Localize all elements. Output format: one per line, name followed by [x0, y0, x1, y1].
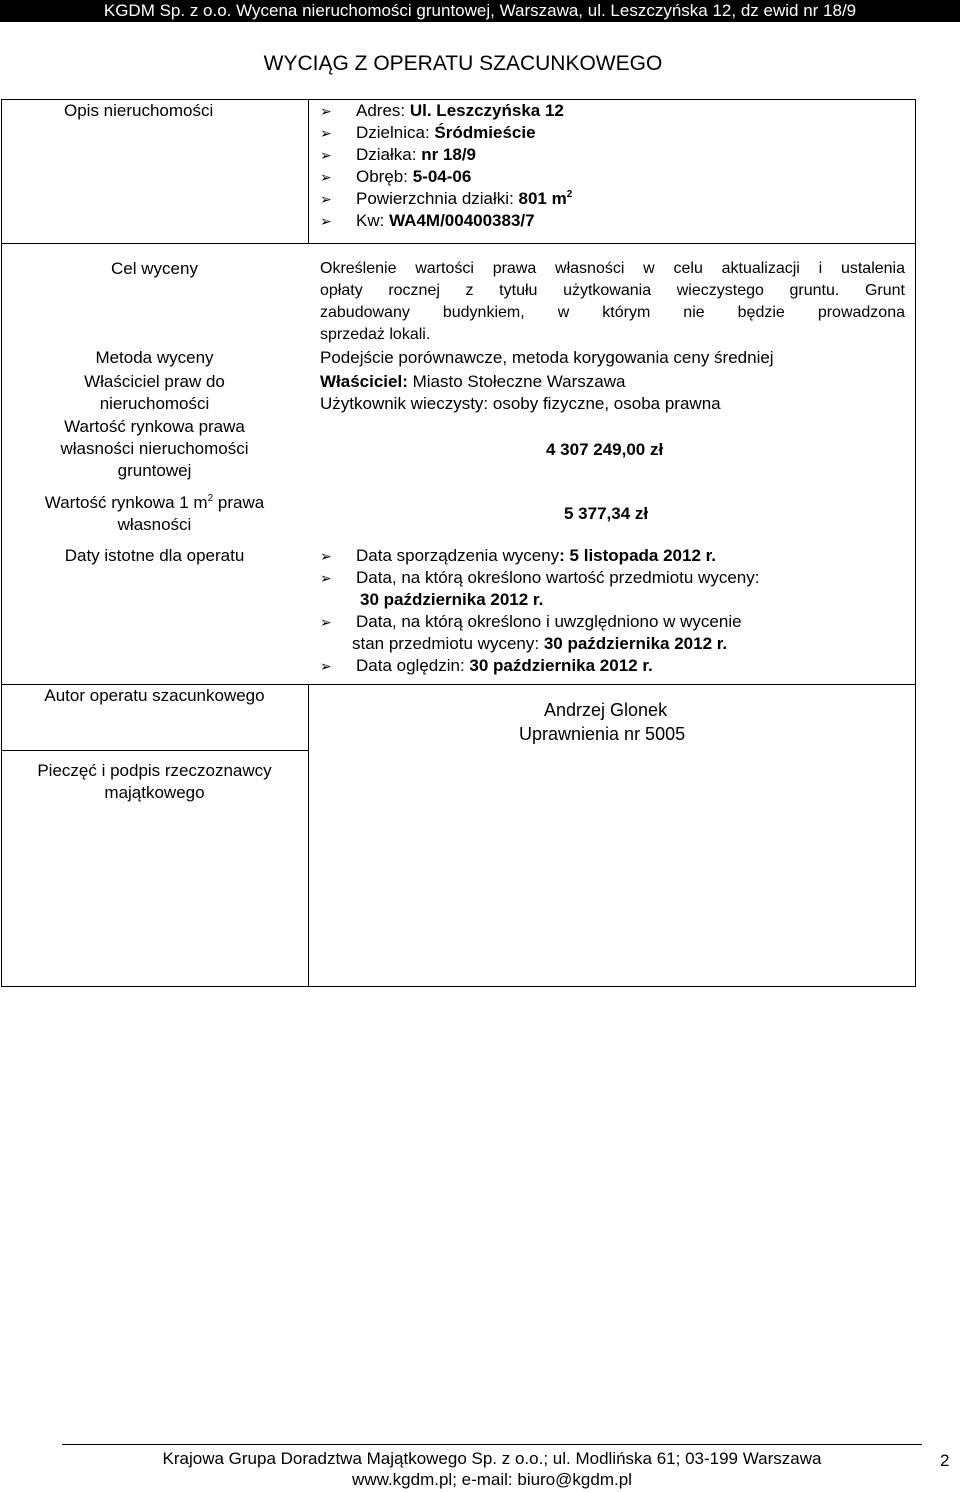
metoda-label: Metoda wyceny: [95, 348, 214, 367]
bullet-arrow-icon: ➢: [320, 125, 332, 141]
wartosc-label-line-3: gruntowej: [117, 461, 192, 480]
opis-item-dzielnica: Dzielnica: Śródmieście: [356, 123, 536, 142]
date-wartosc-label: Data, na którą określono wartość przedmiotu wyceny:: [356, 568, 760, 587]
cel-line-2: opłaty rocznej z tytułu użytkowania wieczystego gruntu. Grunt: [320, 282, 905, 299]
bullet-arrow-icon: ➢: [320, 658, 332, 674]
autor-label: Autor operatu szacunkowego: [44, 686, 265, 705]
date-stan-value: stan przedmiotu wyceny: 30 października 2012 r.: [352, 634, 728, 653]
footer-divider: [62, 1444, 922, 1445]
bullet-arrow-icon: ➢: [320, 169, 332, 185]
wartosc-label-line-1: Wartość rynkowa prawa: [64, 417, 245, 436]
document-title: WYCIĄG Z OPERATU SZACUNKOWEGO: [263, 52, 663, 75]
pieczec-cell: [1, 750, 309, 751]
cel-label: Cel wyceny: [111, 259, 198, 278]
pieczec-label-line-2: majątkowego: [104, 783, 205, 802]
cel-line-1: Określenie wartości prawa własności w celu aktualizacji i ustalenia: [320, 260, 905, 277]
wlasciciel-label-line-1: Właściciel praw do: [84, 372, 225, 391]
bullet-arrow-icon: ➢: [320, 614, 332, 630]
date-sporzadzenia: Data sporządzenia wyceny: 5 listopada 2012 r.: [356, 546, 717, 565]
wartosc-value: 4 307 249,00 zł: [546, 440, 664, 459]
bullet-arrow-icon: ➢: [320, 213, 332, 229]
date-wartosc-value: 30 października 2012 r.: [360, 590, 544, 609]
footer-address: Krajowa Grupa Doradztwa Majątkowego Sp. z o.o.; ul. Modlińska 61; 03-199 Warszawa: [162, 1449, 822, 1468]
pieczec-label-line-1: Pieczęć i podpis rzeczoznawcy: [37, 761, 272, 780]
wartosc-label-line-2: własności nieruchomości: [60, 439, 249, 458]
opis-item-powierzchnia: Powierzchnia działki: 801 $m^2$: [356, 189, 573, 208]
opis-item-dzialka: Działka: nr 18/9: [356, 145, 476, 164]
opis-item-obreb: Obręb: 5-04-06: [356, 167, 472, 186]
opis-item-kw: Kw: WA4M/00400383/7: [356, 211, 535, 230]
footer-contact: www.kgdm.pl; e-mail: biuro@kgdm.pl: [352, 1470, 632, 1489]
opis-item-adres: Adres: Ul. Leszczyńska 12: [356, 101, 564, 120]
bullet-arrow-icon: ➢: [320, 548, 332, 564]
wlasciciel-label-line-2: nieruchomości: [99, 394, 210, 413]
bullet-arrow-icon: ➢: [320, 570, 332, 586]
bullet-arrow-icon: ➢: [320, 191, 332, 207]
cel-line-3: zabudowany budynkiem, w którym nie będzie prowadzona: [320, 304, 905, 321]
wartosc-m2-label-line-1: Wartość rynkowa 1 $m^2$ prawa: [44, 493, 265, 512]
date-stan-label: Data, na którą określono i uwzględniono w wycenie: [356, 612, 742, 631]
document-header: KGDM Sp. z o.o. Wycena nieruchomości gruntowej, Warszawa, ul. Leszczyńska 12, dz ewid nr 18/9: [0, 0, 960, 22]
wartosc-m2-value: 5 377,34 zł: [564, 504, 649, 523]
user-value: Użytkownik wieczysty: osoby fizyczne, osoba prawna: [320, 394, 721, 413]
bullet-arrow-icon: ➢: [320, 147, 332, 163]
daty-label: Daty istotne dla operatu: [64, 546, 245, 565]
opis-label: Opis nieruchomości: [64, 101, 214, 120]
cel-line-4: sprzedaż lokali.: [320, 326, 431, 343]
wartosc-m2-label-line-2: własności: [117, 515, 192, 534]
author-name: Andrzej Glonek: [544, 700, 668, 720]
author-license: Uprawnienia nr 5005: [519, 724, 686, 744]
table-column-divider: [308, 685, 309, 987]
date-ogledzin: Data oględzin: 30 października 2012 r.: [356, 656, 653, 675]
bullet-arrow-icon: ➢: [320, 103, 332, 119]
owner-value: Właściciel: Miasto Stołeczne Warszawa: [320, 372, 626, 391]
page-number: 2: [940, 1451, 950, 1470]
metoda-value: Podejście porównawcze, metoda korygowania ceny średniej: [320, 348, 774, 367]
